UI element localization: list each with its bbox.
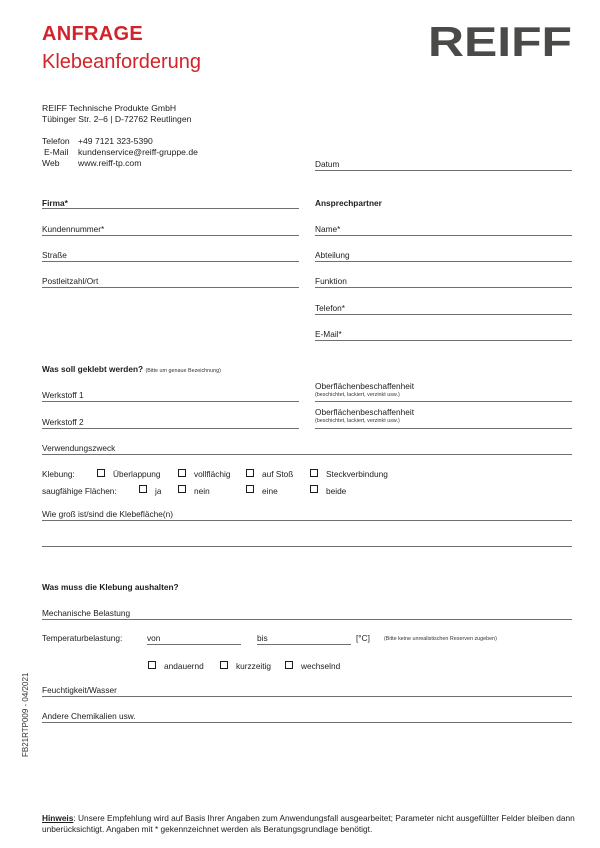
mechanisch-label: Mechanische Belastung (42, 608, 131, 618)
email-field-label: E-Mail* (315, 329, 342, 339)
verwendungszweck-label: Verwendungszweck (42, 443, 116, 453)
dauer-kurzzeitig-checkbox[interactable] (220, 661, 228, 669)
mechanisch-input-line[interactable] (42, 619, 572, 620)
oberflaeche1-note: (beschichtet, lackiert, verzinkt usw.) (315, 392, 400, 398)
hinweis-text: : Unsere Empfehlung wird auf Basis Ihrer Angaben zum Anwendungsfall ausgearbeitet; Parameter nicht ausgefüllter Felder bleiben dann unberücksichtigt. Angaben mit * gekennzeichnet werden als Beratungsgrundlage benötigt. (42, 813, 575, 834)
plz-ort-input-line[interactable] (42, 287, 299, 288)
oberflaeche2-note: (beschichtet, lackiert, verzinkt usw.) (315, 418, 400, 424)
svg-text:REIFF: REIFF (428, 24, 572, 58)
name-label: Name* (315, 224, 341, 234)
firma-input-line[interactable] (42, 208, 299, 209)
footer-hinweis (42, 813, 577, 835)
werkstoff1-label: Werkstoff 1 (42, 390, 84, 400)
telefon-input-line[interactable] (315, 314, 572, 315)
kleben-heading-note: (Bitte um genaue Bezeichnung) (145, 368, 221, 374)
email-value: kundenservice@reiff-gruppe.de (78, 147, 198, 157)
chemikalien-input-line[interactable] (42, 722, 572, 723)
datum-input-line[interactable] (315, 170, 572, 171)
saugfaehig-beide-label: beide (326, 486, 347, 496)
kleben-heading: Was soll geklebt werden? (Bitte um genaue Bezeichnung) (42, 364, 221, 374)
form-code: FB21RTP009 - 04/2021 (21, 672, 30, 757)
hinweis-label: Hinweis (42, 813, 74, 823)
abteilung-label: Abteilung (315, 250, 350, 260)
klebung-vollflaechig-checkbox[interactable] (178, 469, 186, 477)
saugfaehig-label: saugfähige Flächen: (42, 486, 117, 496)
phone-value: +49 7121 323-5390 (78, 136, 153, 146)
phone-label: Telefon (42, 136, 70, 146)
ansprechpartner-heading: Ansprechpartner (315, 198, 382, 208)
oberflaeche1-input-line[interactable] (315, 401, 572, 402)
feuchtigkeit-input-line[interactable] (42, 696, 572, 697)
temperatur-note: (Bitte keine unrealistischen Reserven zugeben) (384, 636, 497, 642)
temperatur-bis-input-line[interactable] (257, 644, 351, 645)
saugfaehig-eine-label: eine (262, 486, 278, 496)
oberflaeche2-input-line[interactable] (315, 428, 572, 429)
feuchtigkeit-label: Feuchtigkeit/Wasser (42, 685, 117, 695)
saugfaehig-eine-checkbox[interactable] (246, 485, 254, 493)
temperatur-label: Temperaturbelastung: (42, 633, 123, 643)
oberflaeche1-label: Oberflächenbeschaffenheit (315, 381, 415, 391)
klebung-ueberlappung-label: Überlappung (113, 469, 161, 479)
funktion-label: Funktion (315, 276, 347, 286)
saugfaehig-ja-checkbox[interactable] (139, 485, 147, 493)
saugfaehig-nein-checkbox[interactable] (178, 485, 186, 493)
temperatur-bis-label: bis (257, 633, 268, 643)
form-subtitle: Klebeanforderung (42, 51, 202, 73)
funktion-input-line[interactable] (315, 287, 572, 288)
dauer-kurzzeitig-label: kurzzeitig (236, 661, 272, 671)
strasse-input-line[interactable] (42, 261, 299, 262)
web-label: Web (42, 158, 60, 168)
dauer-andauernd-checkbox[interactable] (148, 661, 156, 669)
klebung-label: Klebung: (42, 469, 75, 479)
klebeflaeche-input-line-2[interactable] (42, 546, 572, 547)
datum-label: Datum (315, 159, 340, 169)
saugfaehig-nein-label: nein (194, 486, 210, 496)
temperatur-unit: [°C] (356, 633, 370, 643)
werkstoff2-label: Werkstoff 2 (42, 417, 84, 427)
klebung-ueberlappung-checkbox[interactable] (97, 469, 105, 477)
saugfaehig-ja-label: ja (155, 486, 162, 496)
dauer-wechselnd-label: wechselnd (301, 661, 341, 671)
company-name: REIFF Technische Produkte GmbH (42, 103, 177, 113)
strasse-label: Straße (42, 250, 67, 260)
klebung-aufstoss-label: auf Stoß (262, 469, 294, 479)
saugfaehig-beide-checkbox[interactable] (310, 485, 318, 493)
werkstoff2-input-line[interactable] (42, 428, 299, 429)
temperatur-von-label: von (147, 633, 161, 643)
dauer-andauernd-label: andauernd (164, 661, 204, 671)
kundennummer-input-line[interactable] (42, 235, 299, 236)
abteilung-input-line[interactable] (315, 261, 572, 262)
klebeflaeche-label: Wie groß ist/sind die Klebefläche(n) (42, 509, 173, 519)
dauer-wechselnd-checkbox[interactable] (285, 661, 293, 669)
verwendungszweck-input-line[interactable] (42, 454, 572, 455)
klebung-vollflaechig-label: vollflächig (194, 469, 231, 479)
telefon-label: Telefon* (315, 303, 345, 313)
email-input-line[interactable] (315, 340, 572, 341)
name-input-line[interactable] (315, 235, 572, 236)
oberflaeche2-label: Oberflächenbeschaffenheit (315, 407, 415, 417)
web-value: www.reiff-tp.com (78, 158, 142, 168)
plz-ort-label: Postleitzahl/Ort (42, 276, 99, 286)
klebung-steckverbindung-checkbox[interactable] (310, 469, 318, 477)
form-title: ANFRAGE (42, 23, 143, 45)
firma-label: Firma* (42, 198, 68, 208)
email-label: E-Mail (44, 147, 69, 157)
werkstoff1-input-line[interactable] (42, 401, 299, 402)
klebung-steckverbindung-label: Steckverbindung (326, 469, 388, 479)
kundennummer-label: Kundennummer* (42, 224, 105, 234)
temperatur-von-input-line[interactable] (147, 644, 241, 645)
klebeflaeche-input-line-1[interactable] (42, 520, 572, 521)
belastung-heading: Was muss die Klebung aushalten? (42, 582, 179, 592)
reiff-logo (428, 24, 572, 58)
company-address: Tübinger Str. 2–6 | D-72762 Reutlingen (42, 114, 192, 124)
chemikalien-label: Andere Chemikalien usw. (42, 711, 136, 721)
klebung-aufstoss-checkbox[interactable] (246, 469, 254, 477)
